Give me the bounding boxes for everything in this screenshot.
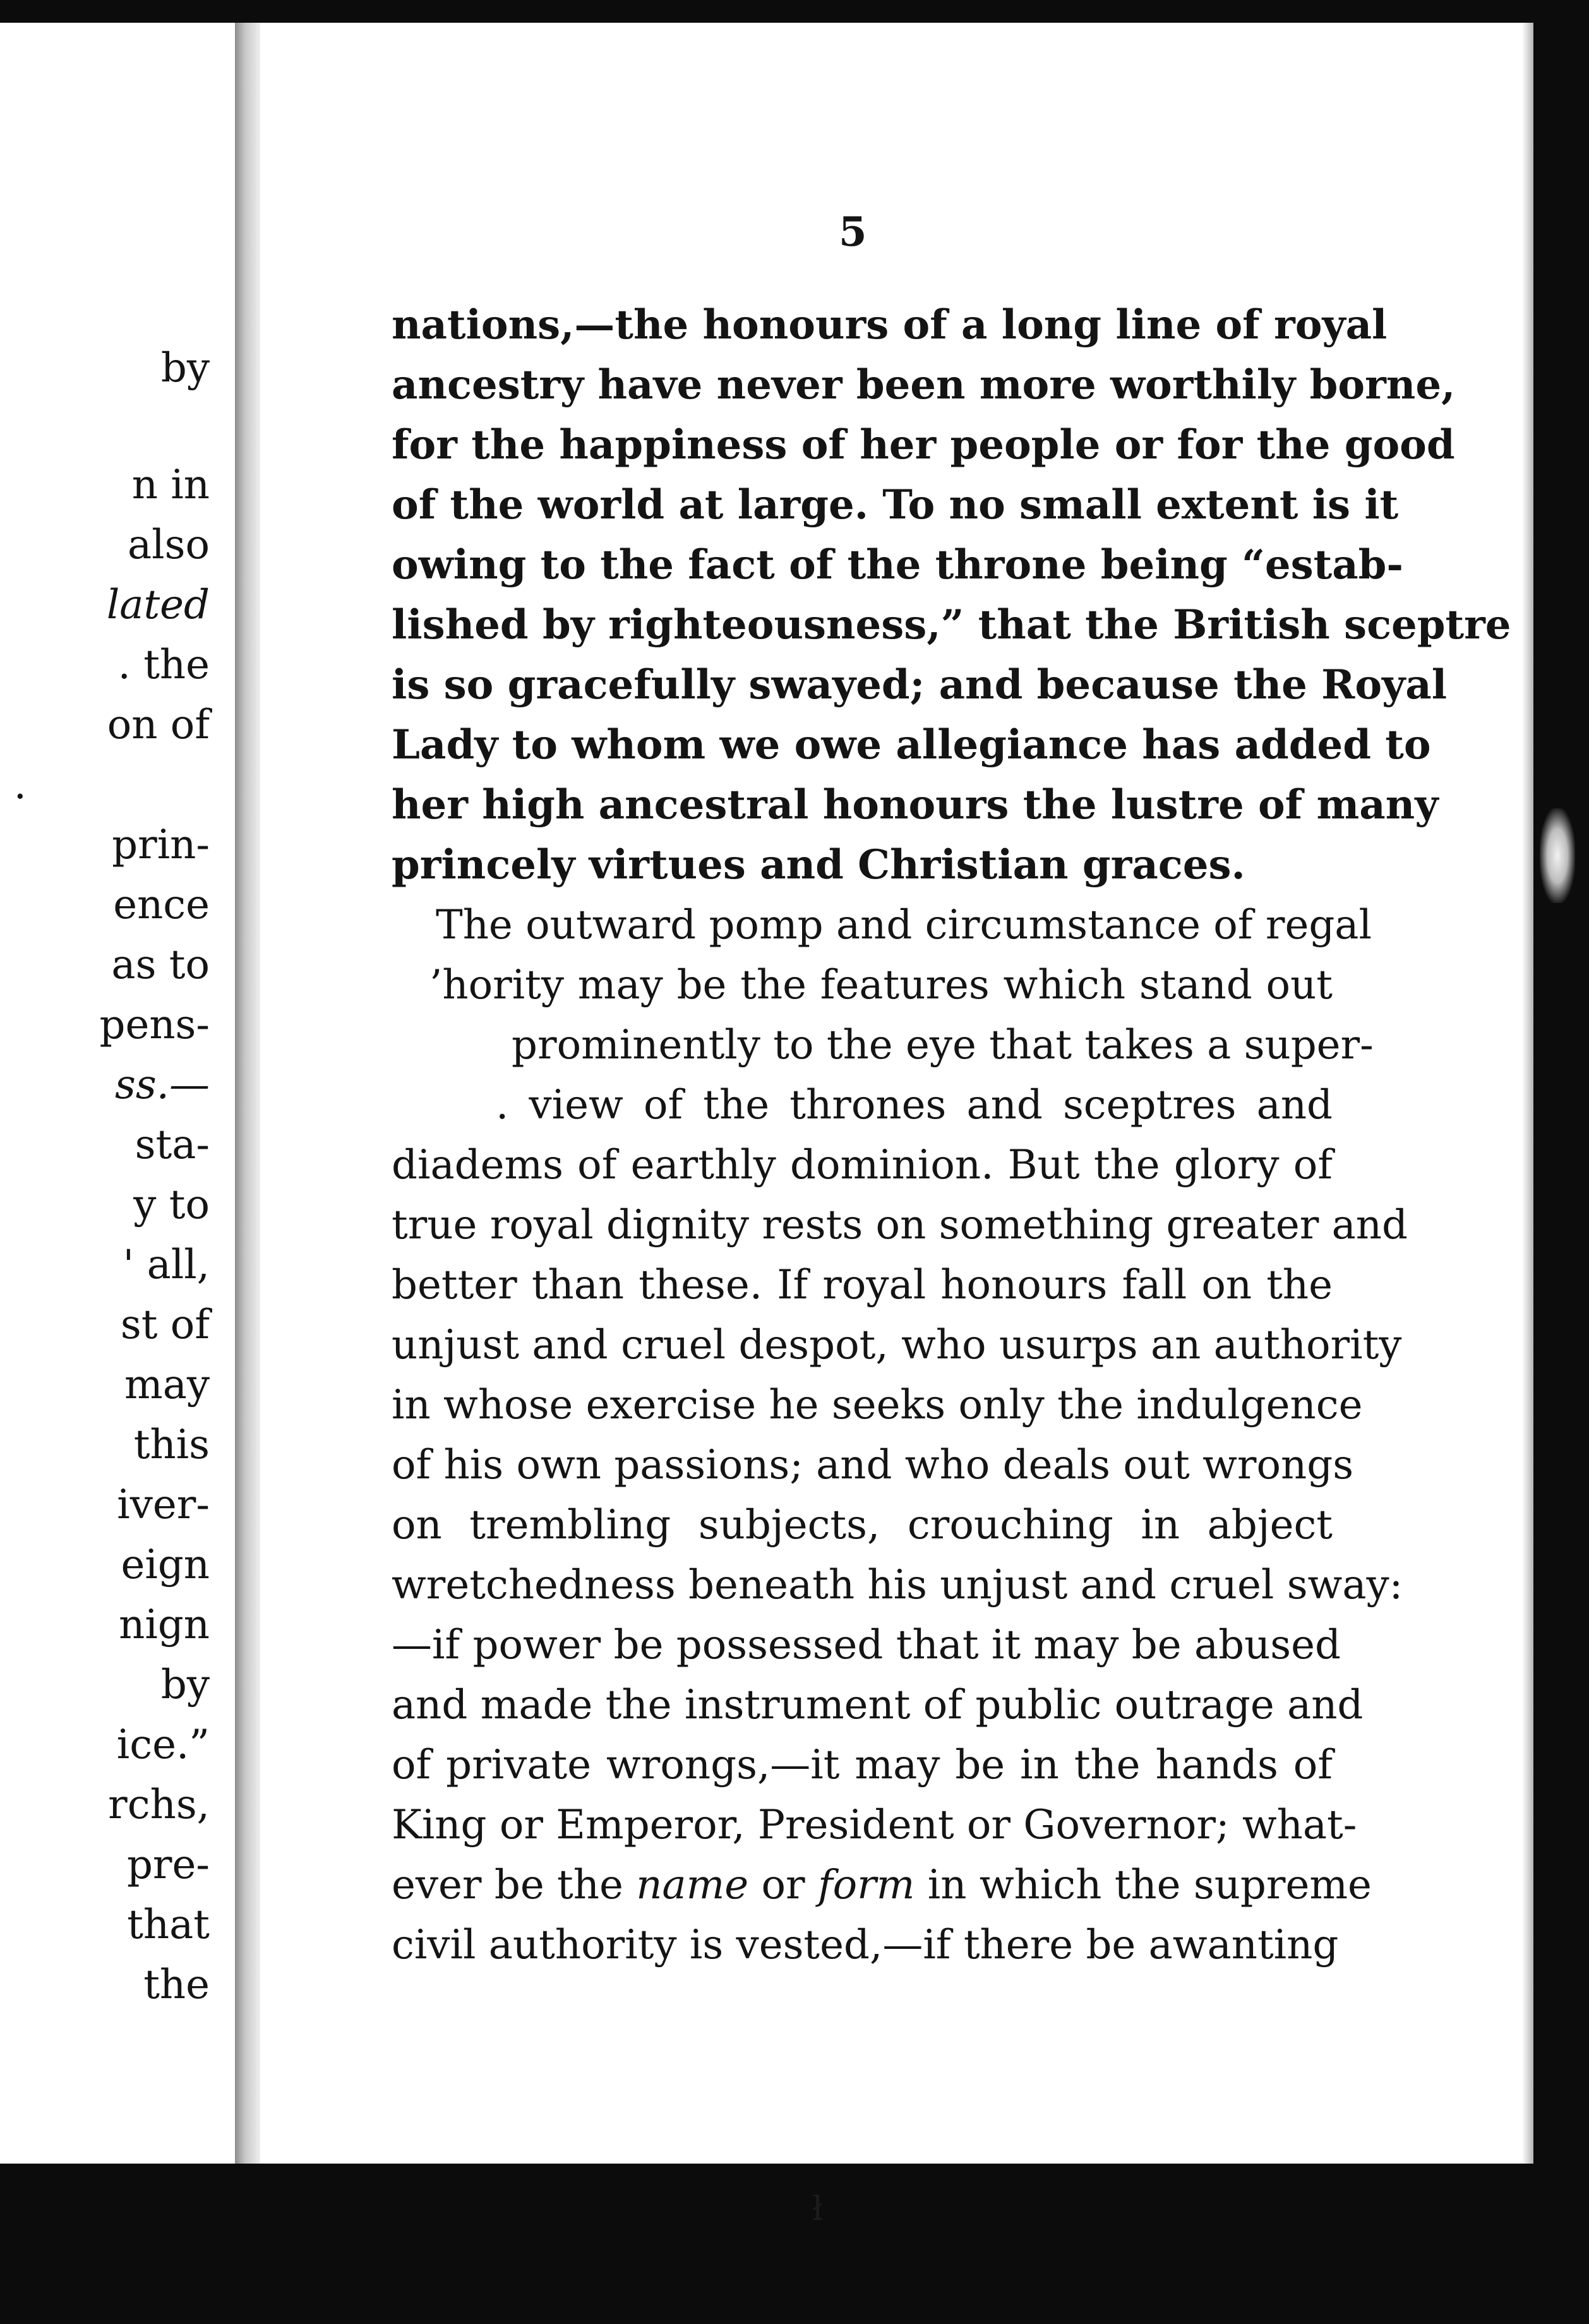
text-line: Lady to whom we owe allegiance has added to [392, 721, 1431, 769]
text-line: is so gracefully swayed; and because the Royal [392, 661, 1447, 709]
text-line: diadems of earthly dominion. But the glory of [392, 1142, 1333, 1189]
text-line: King or Emperor, President or Governor; what- [392, 1802, 1357, 1848]
text-line: unjust and cruel despot, who usurps an authority [392, 1322, 1402, 1369]
text-line: better than these. If royal honours fall on the [392, 1262, 1333, 1309]
facing-fragment: also [128, 522, 210, 568]
text-line: prominently to the eye that takes a super- [512, 1022, 1374, 1069]
italic-word: form [817, 1862, 915, 1908]
text-line: her high ancestral honours the lustre of many [392, 781, 1439, 829]
text-line: lished by righteousness,” that the British sceptre [392, 601, 1511, 649]
paper-damage-mark [1540, 808, 1575, 903]
facing-fragment: ice.” [116, 1722, 210, 1768]
facing-fragment: . [13, 762, 27, 808]
text-segment: or [748, 1862, 818, 1908]
text-line: of his own passions; and who deals out wrongs [392, 1442, 1354, 1488]
text-line: —if power be possessed that it may be abused [392, 1622, 1341, 1668]
text-line: civil authority is vested,—if there be awanting [392, 1922, 1339, 1968]
text-line: of the world at large. To no small extent is it [392, 481, 1399, 529]
italic-word: name [636, 1862, 749, 1908]
text-line: princely virtues and Christian graces. [392, 841, 1245, 889]
text-line-with-italics [392, 1862, 1372, 1908]
facing-fragment: pens- [99, 1002, 210, 1048]
text-line: nations,—the honours of a long line of royal [392, 301, 1388, 349]
facing-fragment: nign [119, 1602, 210, 1648]
text-line: for the happiness of her people or for the good [392, 421, 1455, 469]
facing-fragment: may [124, 1362, 210, 1408]
text-line: true royal dignity rests on something greater and [392, 1202, 1408, 1249]
text-line: and made the instrument of public outrage and [392, 1682, 1364, 1728]
text-line: in whose exercise he seeks only the indulgence [392, 1382, 1363, 1429]
text-line: of private wrongs,—it may be in the hands of [392, 1742, 1333, 1788]
facing-fragment: iver- [117, 1482, 210, 1528]
facing-fragment: ' all, [123, 1242, 210, 1288]
facing-fragment: lated [106, 582, 210, 628]
facing-fragment: this [133, 1422, 210, 1468]
page-number: 5 [839, 208, 867, 256]
facing-fragment: as to [111, 942, 210, 988]
text-line: wretchedness beneath his unjust and cruel sway: [392, 1562, 1403, 1608]
facing-fragment: ence [113, 882, 210, 928]
text-segment: in which the supreme [914, 1862, 1372, 1908]
facing-fragment: on of [107, 702, 210, 748]
facing-page-left [0, 23, 235, 2164]
text-segment: ever be the [392, 1862, 637, 1908]
facing-fragment: pre- [126, 1842, 210, 1888]
facing-fragment: by [160, 345, 210, 392]
facing-fragment: y to [133, 1182, 210, 1228]
page-edge-shadow [1522, 23, 1533, 2164]
text-line: ancestry have never been more worthily borne, [392, 361, 1456, 409]
facing-fragment: that [127, 1902, 210, 1948]
facing-fragment: ss.— [114, 1062, 210, 1108]
facing-fragment: sta- [135, 1122, 210, 1168]
facing-fragment: by [160, 1662, 210, 1708]
facing-fragment: . the [117, 642, 210, 688]
facing-fragment: eign [121, 1542, 210, 1588]
book-gutter [235, 23, 260, 2164]
facing-fragment: rchs, [108, 1782, 210, 1828]
facing-fragment: prin- [112, 822, 210, 868]
text-line: on trembling subjects, crouching in abject [392, 1502, 1333, 1548]
facing-fragment: the [143, 1962, 210, 2008]
facing-fragment: n in [131, 462, 210, 508]
facing-fragment: st of [120, 1302, 210, 1348]
text-line: . view of the thrones and sceptres and [496, 1082, 1333, 1129]
text-line: ’hority may be the features which stand out [429, 962, 1333, 1009]
text-line: owing to the fact of the throne being “estab- [392, 541, 1403, 589]
bottom-printer-mark: ł [812, 2190, 823, 2228]
text-line: The outward pomp and circumstance of regal [436, 902, 1372, 949]
